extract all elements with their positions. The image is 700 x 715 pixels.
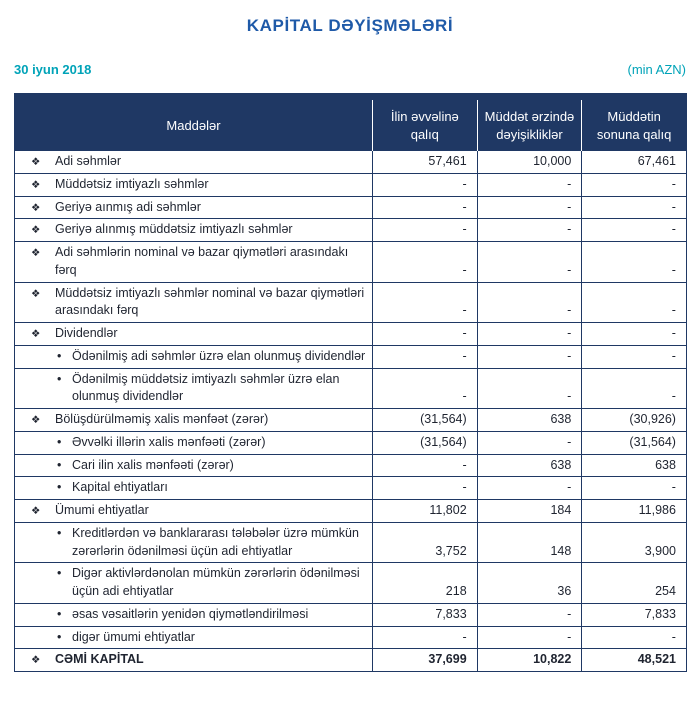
row-label: Geriyə aınmış adi səhmlər [55,199,201,214]
cell-change: - [477,368,582,409]
cell-ending: (30,926) [582,409,687,432]
cell-beginning: - [373,196,478,219]
table-row [15,242,687,283]
row-bullet: • [57,480,62,495]
capital-changes-table [14,93,687,672]
col-header-period-changes: Müddət ərzində dəyişikliklər [477,97,582,151]
table-row [15,219,687,242]
row-label: Ödənilmiş adi səhmlər üzrə elan olunmuş dividendlər [72,348,366,363]
cell-change: - [477,323,582,346]
cell-beginning: 37,699 [373,649,478,672]
cell-ending: - [582,477,687,500]
row-bullet: • [57,457,62,472]
cell-ending: 67,461 [582,151,687,174]
row-label: Ümumi ehtiyatlar [55,503,149,517]
cell-beginning: - [373,282,478,323]
cell-ending: - [582,323,687,346]
row-label: Adi səhmlər [55,154,121,168]
row-bullet: • [57,371,62,386]
cell-change: - [477,196,582,219]
row-label: Müddətsiz imtiyazlı səhmlər [55,176,209,191]
row-label: Bölüşdürülməmiş xalis mənfəət (zərər) [55,412,269,426]
cell-beginning: 11,802 [373,500,478,523]
cell-beginning: - [373,323,478,346]
cell-beginning: 218 [373,563,478,604]
col-header-items: Maddələr [15,97,373,151]
table-body [15,151,687,672]
cell-ending: - [582,626,687,649]
cell-beginning: 57,461 [373,151,478,174]
row-bullet: ❖ [31,328,41,340]
row-bullet: ❖ [31,287,41,300]
unit-label: (min AZN) [627,62,686,77]
cell-ending: - [582,282,687,323]
row-label: Geriyə alınmış müddətsiz imtiyazlı səhmlər [55,222,293,237]
cell-ending: - [582,242,687,283]
cell-change: - [477,173,582,196]
table-row [15,431,687,454]
cell-change: 36 [477,563,582,604]
col-header-beginning-balance: İlin əvvəlinə qalıq [373,97,478,151]
meta-row [14,62,686,77]
cell-ending: 638 [582,454,687,477]
cell-change: - [477,345,582,368]
table-header [15,97,687,151]
table-row [15,196,687,219]
cell-beginning: - [373,477,478,500]
row-label: digər ümumi ehtiyatlar [72,629,195,644]
report-date: 30 iyun 2018 [14,62,92,77]
row-label: Dividendlər [55,326,118,340]
cell-change: - [477,626,582,649]
cell-ending: - [582,173,687,196]
cell-change: 10,822 [477,649,582,672]
table-row [15,500,687,523]
row-label: Kapital ehtiyatları [72,480,168,495]
row-bullet: ❖ [31,178,41,191]
cell-beginning: (31,564) [373,409,478,432]
row-bullet: ❖ [31,201,41,214]
cell-ending: 254 [582,563,687,604]
row-bullet: ❖ [31,654,41,667]
cell-beginning: - [373,345,478,368]
cell-change: - [477,603,582,626]
table-row [15,454,687,477]
cell-beginning: 7,833 [373,603,478,626]
page-title: KAPİTAL DƏYİŞMƏLƏRİ [246,16,454,35]
row-bullet: • [57,629,62,644]
table-row-total [15,649,687,672]
row-bullet: • [57,566,62,581]
table-row [15,522,687,563]
row-bullet: • [57,606,62,621]
table-row [15,323,687,346]
cell-beginning: - [373,242,478,283]
table-row [15,563,687,604]
table-row [15,477,687,500]
cell-change: 184 [477,500,582,523]
cell-beginning: - [373,219,478,242]
cell-beginning: - [373,626,478,649]
table-row [15,409,687,432]
cell-ending: - [582,368,687,409]
cell-ending: - [582,219,687,242]
row-bullet: ❖ [31,505,41,517]
cell-beginning: (31,564) [373,431,478,454]
cell-change: - [477,219,582,242]
row-label: Kreditlərdən və banklararası tələbələr üzrə mümkün zərərlərin ödənilməsi üçün adi ehtiyatlar [72,525,359,558]
table-row [15,282,687,323]
row-label: Digər aktivlərdənolan mümkün zərərlərin ödənilməsi üçün adi ehtiyatlar [72,566,360,598]
cell-change: 638 [477,454,582,477]
cell-change: - [477,242,582,283]
cell-change: 10,000 [477,151,582,174]
cell-change: - [477,431,582,454]
row-label: əsas vəsaitlərin yenidən qiymətləndirilməsi [72,606,309,621]
table-row [15,173,687,196]
row-bullet: ❖ [31,414,41,426]
cell-beginning: - [373,173,478,196]
cell-change: 638 [477,409,582,432]
table-row [15,151,687,174]
row-bullet: • [57,525,62,540]
cell-ending: - [582,345,687,368]
row-label: Əvvəlki illərin xalis mənfəəti (zərər) [72,434,266,449]
cell-ending: 7,833 [582,603,687,626]
cell-ending: 3,900 [582,522,687,563]
row-label: Müddətsiz imtiyazlı səhmlər nominal və bazar qiymətləri arasındakı fərq [55,285,365,318]
cell-change: - [477,282,582,323]
cell-ending: (31,564) [582,431,687,454]
table-row [15,626,687,649]
row-label: Ödənilmiş müddətsiz imtiyazlı səhmlər üzrə elan olunmuş dividendlər [72,371,340,404]
row-label: Cari ilin xalis mənfəəti (zərər) [72,457,234,472]
row-label: Adi səhmlərin nominal və bazar qiymətləri arasındakı fərq [55,245,349,277]
col-header-ending-balance: Müddətin sonuna qalıq [582,97,687,151]
cell-beginning: - [373,454,478,477]
cell-ending: 11,986 [582,500,687,523]
row-bullet: • [57,434,62,449]
row-bullet: • [57,348,62,363]
cell-change: 148 [477,522,582,563]
row-bullet: ❖ [31,247,41,259]
row-bullet: ❖ [31,156,41,168]
cell-ending: 48,521 [582,649,687,672]
table-row [15,368,687,409]
cell-beginning: - [373,368,478,409]
table-row [15,603,687,626]
row-label: CƏMİ KAPİTAL [55,652,144,667]
cell-ending: - [582,196,687,219]
table-row [15,345,687,368]
row-bullet: ❖ [31,224,41,237]
cell-beginning: 3,752 [373,522,478,563]
cell-change: - [477,477,582,500]
